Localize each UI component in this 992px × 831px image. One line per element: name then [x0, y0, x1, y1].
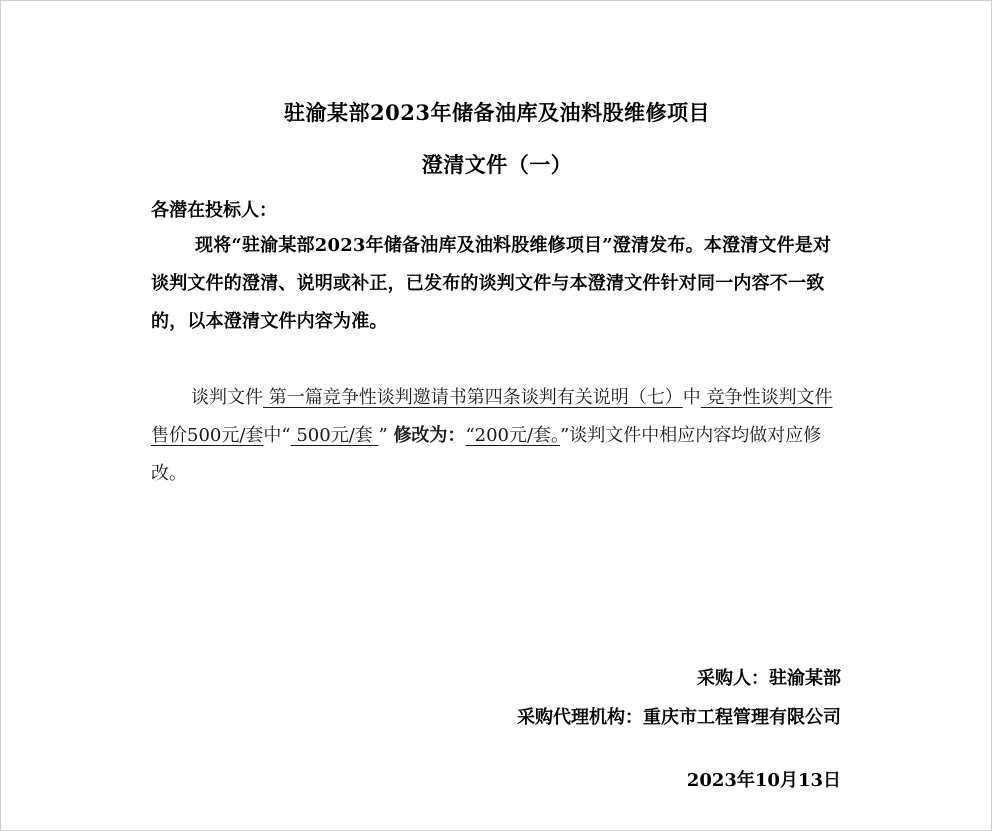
- amendment-quote-intro: 中“: [263, 425, 291, 446]
- amendment-new-value: “200元/套。: [465, 425, 561, 446]
- document-subtitle: 澄清文件（一）: [421, 152, 573, 177]
- amendment-prefix: 谈判文件: [191, 387, 263, 408]
- agency-signature: 采购代理机构：重庆市工程管理有限公司: [517, 707, 841, 728]
- amendment-quote-close: ”: [378, 425, 388, 446]
- purchaser-signature: 采购人：驻渝某部: [697, 668, 841, 689]
- document-body: [151, 97, 843, 493]
- amendment-item-ref: 竞争性谈判文件售价500元/套: [151, 387, 833, 446]
- amendment-section-ref: 第一篇竞争性谈判邀请书第四条谈判有关说明（七）: [263, 387, 683, 408]
- amendment-old-value: 500元/套: [290, 425, 379, 446]
- document-title: 驻渝某部2023年储备油库及油料股维修项目: [284, 100, 710, 125]
- amendment-mid-text: 中: [682, 387, 701, 408]
- amendment-suffix: ”谈判文件中相应内容均做对应修改。: [151, 425, 822, 484]
- amendment-change-label: 修改为：: [393, 425, 466, 446]
- salutation: 各潜在投标人：: [151, 200, 277, 221]
- issue-date: 2023年10月13日: [686, 770, 841, 791]
- amendment-paragraph: [151, 379, 843, 493]
- intro-paragraph: 现将“驻渝某部2023年储备油库及油料股维修项目”澄清发布。本澄清文件是对谈判文件的澄清、说明或补正，已发布的谈判文件与本澄清文件针对同一内容不一致的，以本澄清文件内容为准。: [151, 235, 832, 332]
